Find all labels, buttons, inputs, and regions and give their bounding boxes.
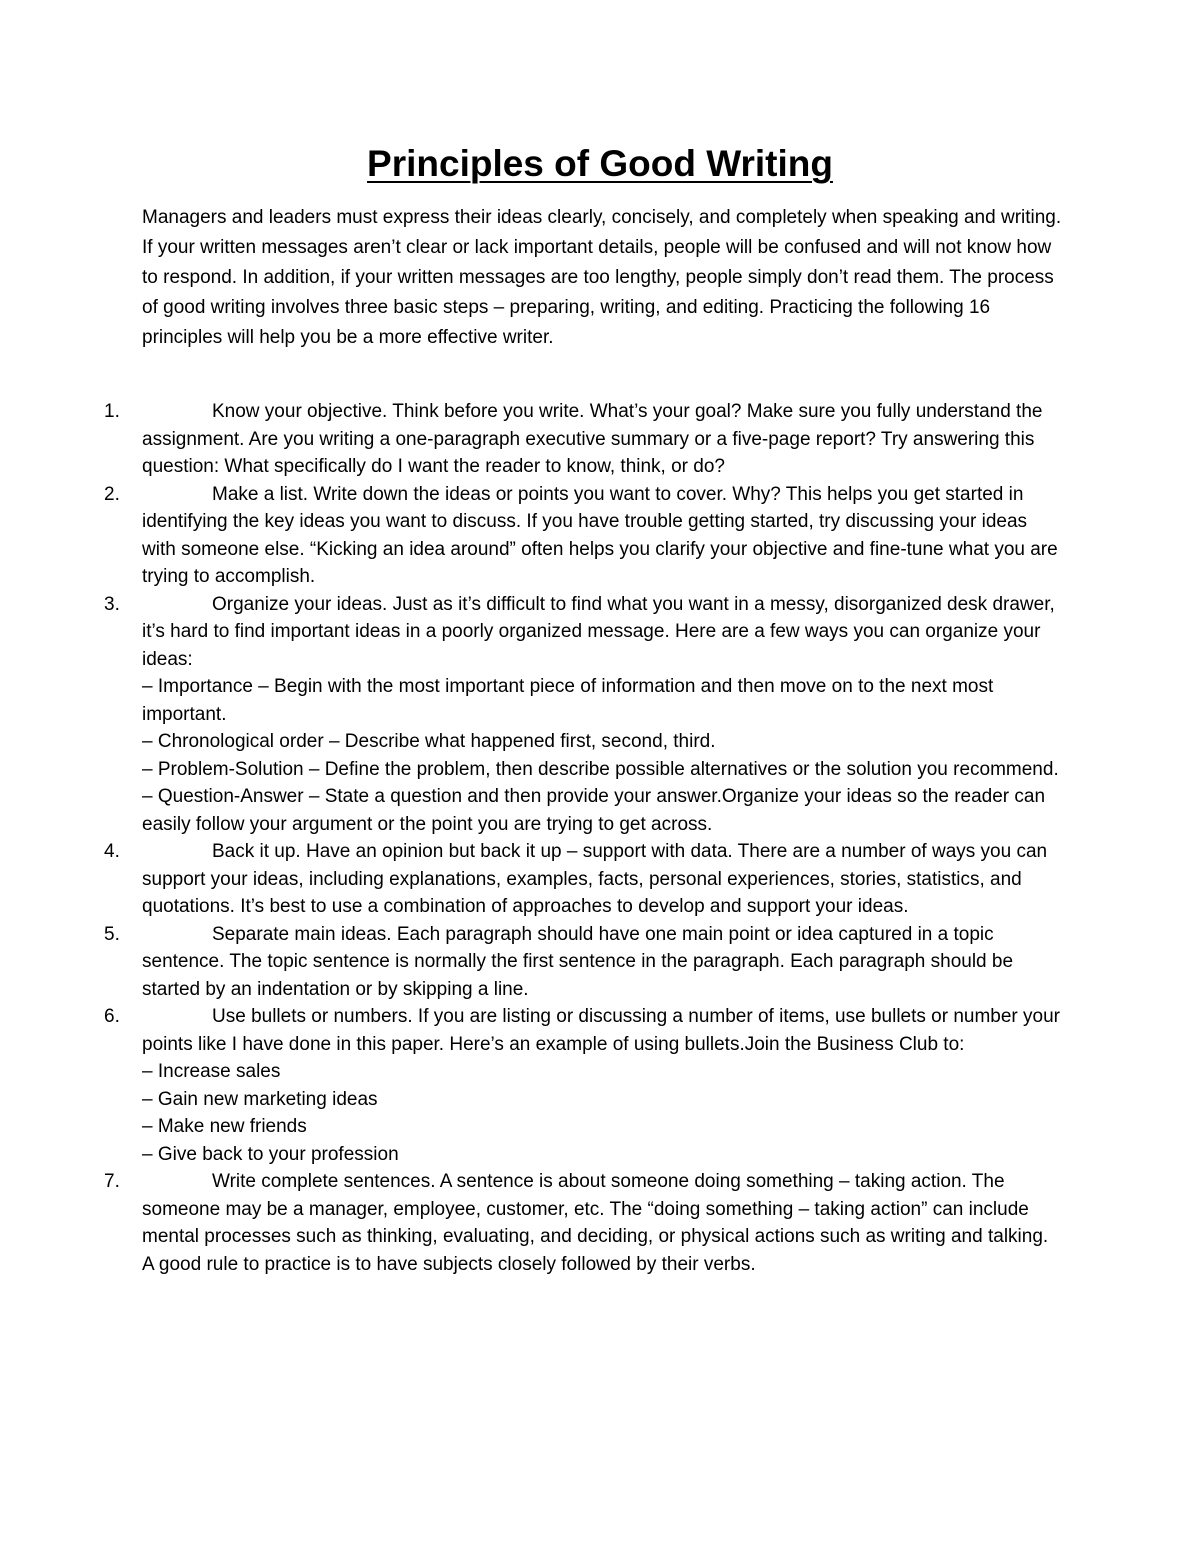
list-item-text: Back it up. Have an opinion but back it up – support with data. There are a number of ways you can support your ideas, including explanations, examples, facts, personal experiences, stories, statistics, and quotations. It’s best to use a combination of approaches to develop and support your ideas. xyxy=(142,841,1048,917)
list-item-text: Make a list. Write down the ideas or points you want to cover. Why? This helps you get started in identifying the key ideas you want to discuss. If you have trouble getting started, try discussing your ideas with someone else. “Kicking an idea around” often helps you clarify your objective and fine-tune what you are trying to accomplish. xyxy=(142,483,1058,587)
list-item xyxy=(0,481,1200,591)
list-subitem: – Gain new marketing ideas xyxy=(142,1088,378,1110)
list-item-text: Separate main ideas. Each paragraph should have one main point or idea captured in a topic sentence. The topic sentence is normally the first sentence in the paragraph. Each paragraph should be started by an indentation or by skipping a line. xyxy=(142,923,1014,1000)
list-item-number: 3. xyxy=(104,593,120,615)
list-item-text: Organize your ideas. Just as it’s difficult to find what you want in a messy, disorganized desk drawer, it’s hard to find important ideas in a poorly organized message. Here are a few ways you can organize your ideas: xyxy=(142,593,1055,670)
list-item-number: 4. xyxy=(104,841,120,862)
list-item xyxy=(0,921,1200,1004)
list-subitem: – Increase sales xyxy=(142,1061,281,1082)
intro-paragraph: Managers and leaders must express their ideas clearly, concisely, and completely when speaking and writing. If your written messages aren’t clear or lack important details, people will be confused and will not know how to respond. In addition, if your written messages are too lengthy, people simply don’t read them. The process of good writing involves three basic steps – preparing, writing, and editing. Practicing the following 16 principles will help you be a more effective writer. xyxy=(142,207,1062,348)
list-item-body xyxy=(142,1003,1062,1168)
list-item-text: Write complete sentences. A sentence is about someone doing something – taking action. The someone may be a manager, employee, customer, etc. The “doing something – taking action” can include mental processes such as thinking, evaluating, and deciding, or physical actions such as writing and talking. A good rule to practice is to have subjects closely followed by their verbs. xyxy=(142,1171,1049,1275)
list-item-number: 1. xyxy=(104,401,120,422)
list-subitem: – Make new friends xyxy=(142,1116,307,1137)
list-item-body xyxy=(142,481,1062,591)
list-subitem: – Give back to your profession xyxy=(142,1143,399,1165)
list-item-number: 7. xyxy=(104,1171,120,1192)
list-item-number: 5. xyxy=(104,923,120,945)
list-subitem: – Chronological order – Describe what happened first, second, third. xyxy=(142,731,716,752)
principles-list xyxy=(0,398,1200,1278)
list-item-text: Use bullets or numbers. If you are listing or discussing a number of items, use bullets or number your points like I have done in this paper. Here’s an example of using bullets.Join the Business Club to: xyxy=(142,1006,1060,1055)
list-subitem: – Question-Answer – State a question and then provide your answer.Organize your ideas so the reader can easily follow your argument or the point you are trying to get across. xyxy=(142,786,1046,835)
list-item-body xyxy=(142,921,1062,1004)
list-subitem: – Importance – Begin with the most important piece of information and then move on to the next most important. xyxy=(142,676,994,725)
list-item-body xyxy=(142,398,1062,481)
list-item xyxy=(0,398,1200,481)
list-item xyxy=(0,1168,1200,1278)
list-item-body xyxy=(142,838,1062,921)
list-item xyxy=(0,1003,1200,1168)
list-item-number: 6. xyxy=(104,1006,120,1027)
list-subitem: – Problem-Solution – Define the problem, then describe possible alternatives or the solution you recommend. xyxy=(142,758,1059,780)
list-item-number: 2. xyxy=(104,483,120,505)
list-item-body xyxy=(142,1168,1062,1278)
list-item-text: Know your objective. Think before you write. What’s your goal? Make sure you fully understand the assignment. Are you writing a one-paragraph executive summary or a five-page report? Try answering this question: What specifically do I want the reader to know, think, or do? xyxy=(142,401,1043,477)
page-title: Principles of Good Writing xyxy=(367,143,833,184)
list-item-body xyxy=(142,591,1062,839)
list-item xyxy=(0,838,1200,921)
list-item xyxy=(0,591,1200,839)
